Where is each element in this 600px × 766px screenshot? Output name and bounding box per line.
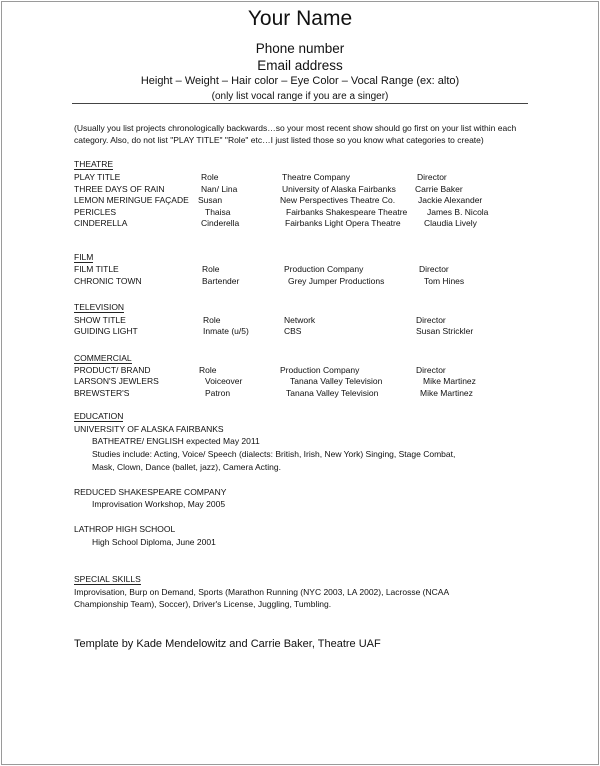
network: CBS — [284, 326, 302, 336]
director: Susan Strickler — [416, 326, 474, 336]
director: Mike Martinez — [420, 388, 473, 398]
vocal-range-note: (only list vocal range if you are a singer) — [211, 91, 389, 102]
role: Susan — [198, 195, 223, 205]
project-title: THREE DAYS OF RAIN — [74, 184, 165, 194]
physical-stats: Height – Weight – Hair color – Eye Color – Vocal Range (ex: alto) — [140, 75, 460, 87]
project-title: FILM TITLE — [74, 264, 119, 274]
resume-name: Your Name — [247, 7, 353, 30]
role: Role — [199, 365, 217, 375]
director: Tom Hines — [424, 276, 465, 286]
studies-line: Mask, Clown, Dance (ballet, jazz), Camera Acting. — [92, 462, 281, 472]
director: Director — [416, 315, 446, 325]
director: Director — [417, 172, 447, 182]
skills-line: Championship Team), Soccer), Driver's License, Juggling, Tumbling. — [74, 599, 332, 609]
role: Voiceover — [205, 376, 243, 386]
project-title: CHRONIC TOWN — [74, 276, 142, 286]
studies-line: Studies include: Acting, Voice/ Speech (dialects: British, Irish, New York) Singing, Stage Combat, — [92, 449, 456, 459]
role: Cinderella — [201, 218, 240, 228]
header-divider — [72, 103, 528, 104]
company: Production Company — [284, 264, 364, 274]
role: Role — [201, 172, 219, 182]
project-title: CINDERELLA — [74, 218, 128, 228]
director: Director — [416, 365, 446, 375]
role: Nan/ Lina — [201, 184, 238, 194]
role: Role — [202, 264, 220, 274]
project-title: PRODUCT/ BRAND — [74, 365, 151, 375]
degree: High School Diploma, June 2001 — [92, 537, 216, 547]
role: Role — [203, 315, 221, 325]
project-title: LEMON MERINGUE FAÇADE — [74, 195, 189, 205]
section-heading-education: EDUCATION — [74, 411, 124, 421]
director: Claudia Lively — [424, 218, 477, 228]
template-credit: Template by Kade Mendelowitz and Carrie Baker, Theatre UAF — [74, 638, 381, 650]
company: University of Alaska Fairbanks — [282, 184, 396, 194]
company: Tanana Valley Television — [286, 388, 379, 398]
company: Grey Jumper Productions — [288, 276, 385, 286]
project-title: SHOW TITLE — [74, 315, 126, 325]
section-heading-commercial: COMMERCIAL — [74, 353, 132, 363]
director: Mike Martinez — [423, 376, 476, 386]
degree: Improvisation Workshop, May 2005 — [92, 499, 226, 509]
school-name: LATHROP HIGH SCHOOL — [74, 524, 176, 534]
degree: BATHEATRE/ ENGLISH expected May 2011 — [92, 436, 260, 446]
phone-number: Phone number — [255, 41, 345, 56]
network: Network — [284, 315, 316, 325]
project-title: LARSON'S JEWLERS — [74, 376, 159, 386]
company: Production Company — [280, 365, 360, 375]
company: Theatre Company — [282, 172, 351, 182]
section-heading-television: TELEVISION — [74, 302, 125, 312]
section-heading-film: FILM — [74, 252, 94, 262]
school-name: UNIVERSITY OF ALASKA FAIRBANKS — [74, 424, 224, 434]
role: Patron — [205, 388, 231, 398]
project-title: PLAY TITLE — [74, 172, 121, 182]
director: Carrie Baker — [415, 184, 463, 194]
director: Director — [419, 264, 449, 274]
role: Inmate (u/5) — [203, 326, 249, 336]
company: New Perspectives Theatre Co. — [280, 195, 396, 205]
email-address: Email address — [257, 58, 343, 73]
company: Tanana Valley Television — [290, 376, 383, 386]
director: Jackie Alexander — [418, 195, 483, 205]
resume-page — [1, 1, 599, 765]
section-heading-theatre: THEATRE — [74, 159, 114, 169]
intro-instructions: (Usually you list projects chronologically backwards…so your most recent show should go first on your list within each category. Also, do not list "PLAY TITLE" "Role" etc…I just listed those so you know what categories to create) — [74, 123, 517, 145]
company: Fairbanks Shakespeare Theatre — [286, 207, 408, 217]
role: Bartender — [202, 276, 240, 286]
company: Fairbanks Light Opera Theatre — [285, 218, 401, 228]
project-title: PERICLES — [74, 207, 117, 217]
school-name: REDUCED SHAKESPEARE COMPANY — [74, 487, 227, 497]
skills-line: Improvisation, Burp on Demand, Sports (Marathon Running (NYC 2003, LA 2002), Lacrosse (NCAA — [74, 587, 450, 597]
project-title: BREWSTER'S — [74, 388, 130, 398]
project-title: GUIDING LIGHT — [74, 326, 138, 336]
section-heading-special-skills: SPECIAL SKILLS — [74, 574, 141, 584]
director: James B. Nicola — [427, 207, 489, 217]
role: Thaisa — [205, 207, 231, 217]
